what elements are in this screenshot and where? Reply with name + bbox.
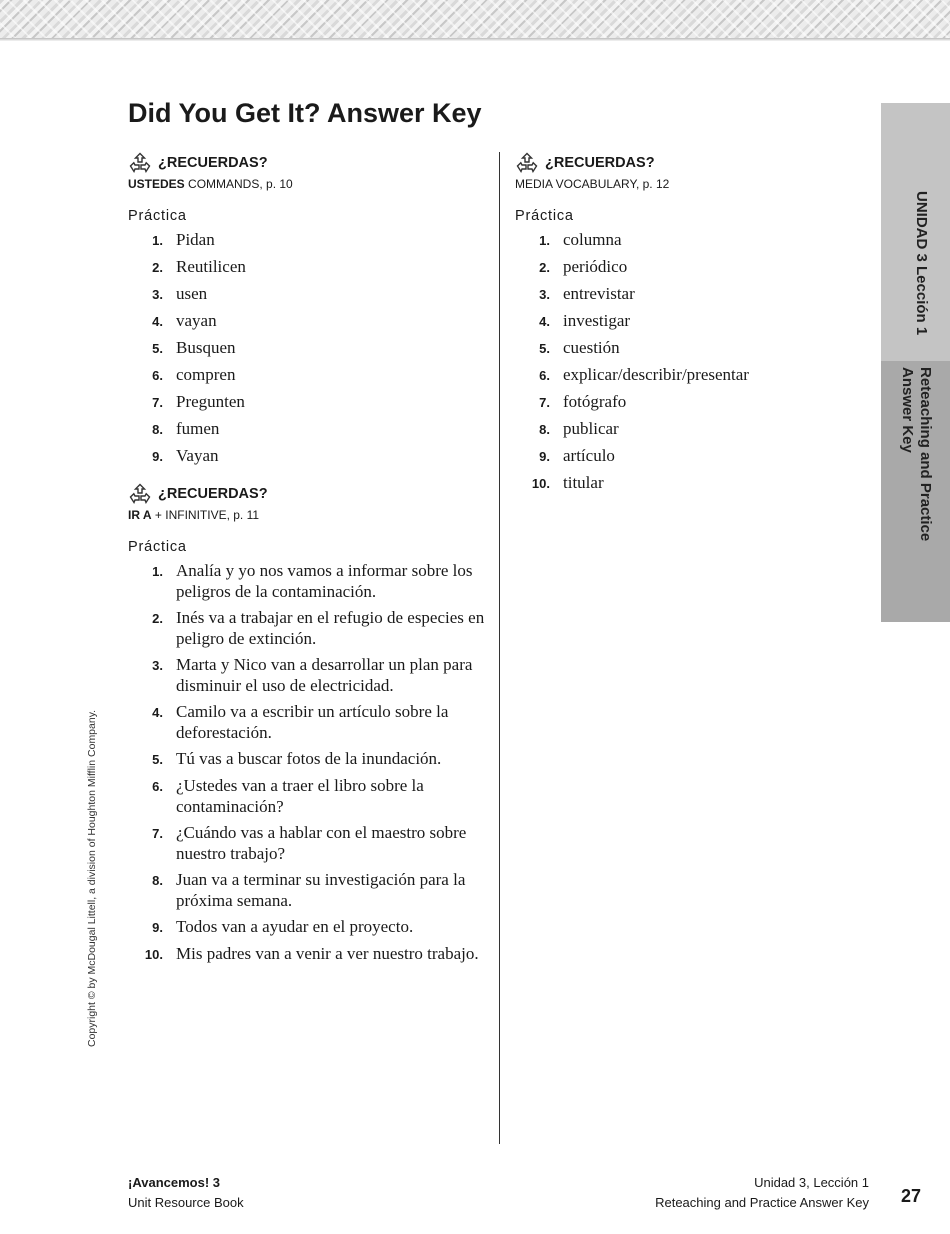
item-number: 4. bbox=[539, 314, 550, 329]
item-number: 1. bbox=[152, 564, 163, 579]
answer-item bbox=[128, 822, 488, 864]
item-number: 6. bbox=[539, 368, 550, 383]
item-text: cuestión bbox=[563, 338, 620, 357]
item-number: 6. bbox=[152, 368, 163, 383]
item-number: 8. bbox=[152, 873, 163, 888]
item-number: 4. bbox=[152, 705, 163, 720]
item-number: 4. bbox=[152, 314, 163, 329]
item-number: 8. bbox=[152, 422, 163, 437]
answer-item bbox=[128, 748, 488, 770]
item-number: 2. bbox=[539, 260, 550, 275]
answer-list bbox=[128, 560, 488, 965]
banner-edge bbox=[0, 38, 950, 41]
answer-item bbox=[128, 654, 488, 696]
side-tab-line1: Reteaching and Practice bbox=[917, 367, 934, 542]
recuerdas-subtitle bbox=[128, 508, 488, 528]
item-number: 5. bbox=[152, 752, 163, 767]
practica-label: Práctica bbox=[128, 208, 187, 224]
item-number: 10. bbox=[531, 476, 550, 491]
item-text: fumen bbox=[176, 419, 220, 438]
item-text: fotógrafo bbox=[563, 392, 627, 411]
side-tab-text bbox=[881, 103, 950, 622]
side-tab-unit: UNIDAD 3 Lección 1 bbox=[913, 191, 930, 336]
item-number: 5. bbox=[152, 341, 163, 356]
item-number: 5. bbox=[539, 341, 550, 356]
practica-label: Práctica bbox=[128, 539, 187, 555]
item-text: Vayan bbox=[176, 446, 219, 465]
answer-item bbox=[128, 775, 488, 817]
item-text: artículo bbox=[563, 446, 615, 465]
item-text: ¿Cuándo vas a hablar con el maestro sobre nuestro trabajo? bbox=[176, 823, 467, 863]
answer-item bbox=[128, 256, 488, 278]
answer-item bbox=[128, 337, 488, 359]
answer-item bbox=[515, 418, 845, 440]
item-number: 8. bbox=[539, 422, 550, 437]
answer-item bbox=[515, 229, 845, 251]
left-column bbox=[128, 150, 488, 970]
item-text: publicar bbox=[563, 419, 619, 438]
right-column bbox=[515, 150, 845, 499]
answer-item bbox=[515, 337, 845, 359]
item-number: 2. bbox=[152, 611, 163, 626]
footer-left bbox=[128, 1173, 244, 1213]
item-text: Pidan bbox=[176, 230, 215, 249]
page-title: Did You Get It? Answer Key bbox=[128, 98, 482, 128]
item-text: explicar/describir/presentar bbox=[563, 365, 749, 384]
item-text: Camilo va a escribir un artículo sobre la deforestación. bbox=[176, 702, 449, 742]
subtitle-rest: COMMANDS, p. 10 bbox=[184, 177, 293, 191]
decorative-banner bbox=[0, 0, 950, 40]
answer-item bbox=[128, 943, 488, 965]
item-text: investigar bbox=[563, 311, 631, 330]
recuerdas-header bbox=[515, 150, 845, 176]
subtitle-bold: IR A bbox=[128, 508, 152, 522]
item-number: 9. bbox=[539, 449, 550, 464]
answer-item bbox=[128, 310, 488, 332]
answer-item bbox=[515, 256, 845, 278]
copyright-notice: Copyright © by McDougal Littell, a division of Houghton Mifflin Company. bbox=[86, 709, 98, 1047]
recuerdas-title: ¿RECUERDAS? bbox=[545, 155, 655, 171]
recuerdas-ustedes-commands bbox=[128, 150, 488, 467]
item-text: Todos van a ayudar en el proyecto. bbox=[176, 917, 414, 936]
item-number: 1. bbox=[539, 233, 550, 248]
recuerdas-ir-a-infinitive bbox=[128, 481, 488, 965]
recycle-icon bbox=[515, 151, 539, 175]
recuerdas-header bbox=[128, 150, 488, 176]
column-divider bbox=[499, 152, 500, 1144]
recuerdas-title: ¿RECUERDAS? bbox=[158, 486, 268, 502]
answer-item bbox=[515, 310, 845, 332]
side-tab-line2: Answer Key bbox=[899, 367, 916, 453]
item-number: 7. bbox=[152, 395, 163, 410]
item-number: 6. bbox=[152, 779, 163, 794]
recuerdas-subtitle bbox=[128, 177, 488, 197]
answer-item bbox=[515, 391, 845, 413]
subtitle-bold: USTEDES bbox=[128, 177, 185, 191]
item-number: 7. bbox=[152, 826, 163, 841]
item-number: 3. bbox=[152, 658, 163, 673]
item-text: ¿Ustedes van a traer el libro sobre la contaminación? bbox=[176, 776, 424, 816]
recycle-icon bbox=[128, 151, 152, 175]
item-text: titular bbox=[563, 473, 604, 492]
recuerdas-subtitle: MEDIA VOCABULARY, p. 12 bbox=[515, 177, 670, 191]
item-number: 2. bbox=[152, 260, 163, 275]
answer-item bbox=[515, 445, 845, 467]
item-text: vayan bbox=[176, 311, 217, 330]
answer-item bbox=[128, 364, 488, 386]
footer-unit: Unidad 3, Lección 1 bbox=[754, 1175, 869, 1190]
answer-list bbox=[128, 229, 488, 467]
answer-item bbox=[128, 283, 488, 305]
answer-item bbox=[515, 364, 845, 386]
item-text: Tú vas a buscar fotos de la inundación. bbox=[176, 749, 442, 768]
item-text: Juan va a terminar su investigación para la próxima semana. bbox=[176, 870, 466, 910]
item-number: 3. bbox=[152, 287, 163, 302]
answer-item bbox=[515, 283, 845, 305]
answer-item bbox=[128, 391, 488, 413]
item-text: entrevistar bbox=[563, 284, 635, 303]
item-text: Marta y Nico van a desarrollar un plan para disminuir el uso de electricidad. bbox=[176, 655, 473, 695]
recuerdas-media-vocabulary bbox=[515, 150, 845, 494]
footer-book-subtitle: Unit Resource Book bbox=[128, 1195, 244, 1210]
answer-item bbox=[128, 445, 488, 467]
item-text: usen bbox=[176, 284, 208, 303]
answer-item bbox=[128, 560, 488, 602]
recuerdas-title: ¿RECUERDAS? bbox=[158, 155, 268, 171]
practica-label: Práctica bbox=[515, 208, 574, 224]
item-text: columna bbox=[563, 230, 622, 249]
side-tab-section bbox=[898, 367, 934, 541]
footer-book-title: ¡Avancemos! 3 bbox=[128, 1175, 220, 1190]
item-text: compren bbox=[176, 365, 236, 384]
item-text: Inés va a trabajar en el refugio de especies en peligro de extinción. bbox=[176, 608, 485, 648]
answer-item bbox=[128, 916, 488, 938]
answer-item bbox=[128, 229, 488, 251]
item-number: 7. bbox=[539, 395, 550, 410]
answer-item bbox=[128, 869, 488, 911]
subtitle-rest: + INFINITIVE, p. 11 bbox=[151, 508, 260, 522]
page-number: 27 bbox=[900, 1186, 921, 1206]
item-text: Analía y yo nos vamos a informar sobre los peligros de la contaminación. bbox=[176, 561, 473, 601]
answer-list bbox=[515, 229, 845, 494]
footer-right bbox=[655, 1173, 869, 1213]
recycle-icon bbox=[128, 482, 152, 506]
footer-section: Reteaching and Practice Answer Key bbox=[655, 1195, 869, 1210]
item-number: 1. bbox=[152, 233, 163, 248]
item-number: 3. bbox=[539, 287, 550, 302]
answer-item bbox=[128, 607, 488, 649]
item-text: Busquen bbox=[176, 338, 236, 357]
item-number: 9. bbox=[152, 920, 163, 935]
answer-item bbox=[128, 701, 488, 743]
item-number: 9. bbox=[152, 449, 163, 464]
item-text: Mis padres van a venir a ver nuestro trabajo. bbox=[176, 944, 479, 963]
recuerdas-header bbox=[128, 481, 488, 507]
answer-item bbox=[128, 418, 488, 440]
item-text: Reutilicen bbox=[176, 257, 246, 276]
item-text: periódico bbox=[563, 257, 628, 276]
item-number: 10. bbox=[144, 947, 163, 962]
item-text: Pregunten bbox=[176, 392, 245, 411]
answer-item bbox=[515, 472, 845, 494]
